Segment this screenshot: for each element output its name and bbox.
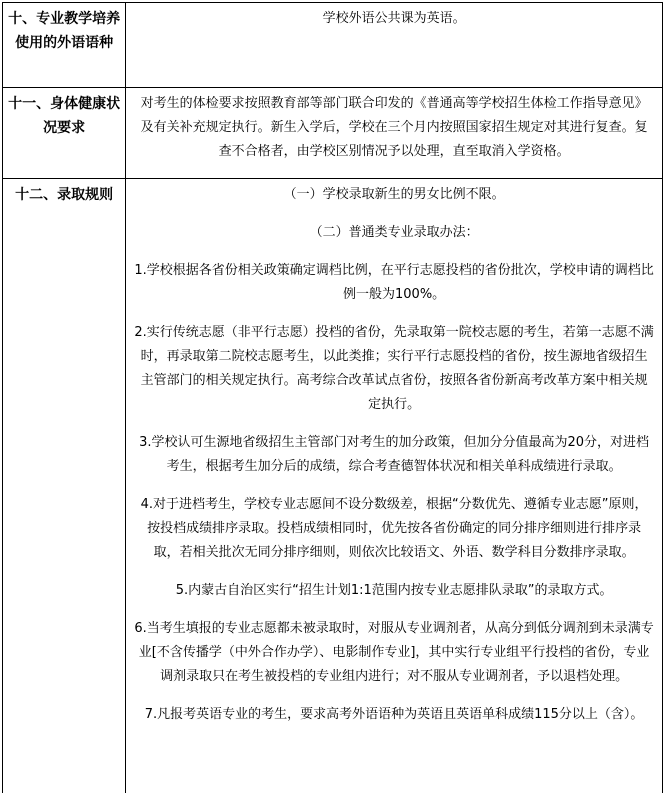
table-row-health-requirements — [3, 88, 663, 179]
paragraph-rule-5: 5.内蒙古自治区实行“招生计划1:1范围内按专业志愿排队录取”的录取方式。 — [134, 579, 654, 603]
table-row-foreign-language — [3, 3, 663, 88]
row-label: 十、专业教学培养使用的外语语种 — [3, 3, 126, 88]
paragraph-rule-3: 3.学校认可生源地省级招生主管部门对考生的加分政策，但加分分值最高为20分，对进档考生，根据考生加分后的成绩，综合考查德智体状况和相关单科成绩进行录取。 — [134, 431, 654, 479]
paragraph-general-admission-heading: （二）普通类专业录取办法： — [134, 221, 654, 245]
paragraph-rule-6: 6.当考生填报的专业志愿都未被录取时，对服从专业调剂者，从高分到低分调剂到未录满专业[不含传播学（中外合作办学）、电影制作专业]，其中实行专业组平行投档的省份，专业调剂录取只在考生被投档的专业组内进行；对不服从专业调剂者，予以退档处理。 — [134, 617, 654, 689]
row-label: 十二、录取规则 — [3, 179, 126, 793]
paragraph-rule-4: 4.对于进档考生，学校专业志愿间不设分数级差，根据“分数优先、遵循专业志愿”原则，按投档成绩排序录取。投档成绩相同时，优先按各省份确定的同分排序细则进行排序录取，若相关批次无同分排序细则，则依次比较语文、外语、数学科目分数排序录取。 — [134, 493, 654, 565]
paragraph-gender-ratio: （一）学校录取新生的男女比例不限。 — [134, 183, 654, 207]
paragraph: 对考生的体检要求按照教育部等部门联合印发的《普通高等学校招生体检工作指导意见》及有关补充规定执行。新生入学后，学校在三个月内按照国家招生规定对其进行复查。复查不合格者，由学校区别情况予以处理，直至取消入学资格。 — [134, 92, 654, 164]
row-content — [126, 88, 663, 179]
paragraph-rule-2: 2.实行传统志愿（非平行志愿）投档的省份，先录取第一院校志愿的考生，若第一志愿不满时，再录取第二院校志愿考生，以此类推；实行平行志愿投档的省份，按生源地省级招生主管部门的相关规定执行。高考综合改革试点省份，按照各省份新高考改革方案中相关规定执行。 — [134, 321, 654, 417]
table-row-admission-rules — [3, 179, 663, 793]
admission-rules-table — [2, 2, 663, 793]
paragraph-rule-7: 7.凡报考英语专业的考生，要求高考外语语种为英语且英语单科成绩115分以上（含）。 — [134, 703, 654, 727]
row-content — [126, 179, 663, 793]
paragraph: 学校外语公共课为英语。 — [134, 7, 654, 31]
row-label: 十一、身体健康状况要求 — [3, 88, 126, 179]
row-content — [126, 3, 663, 88]
paragraph-rule-1: 1.学校根据各省份相关政策确定调档比例，在平行志愿投档的省份批次，学校申请的调档比例一般为100%。 — [134, 259, 654, 307]
